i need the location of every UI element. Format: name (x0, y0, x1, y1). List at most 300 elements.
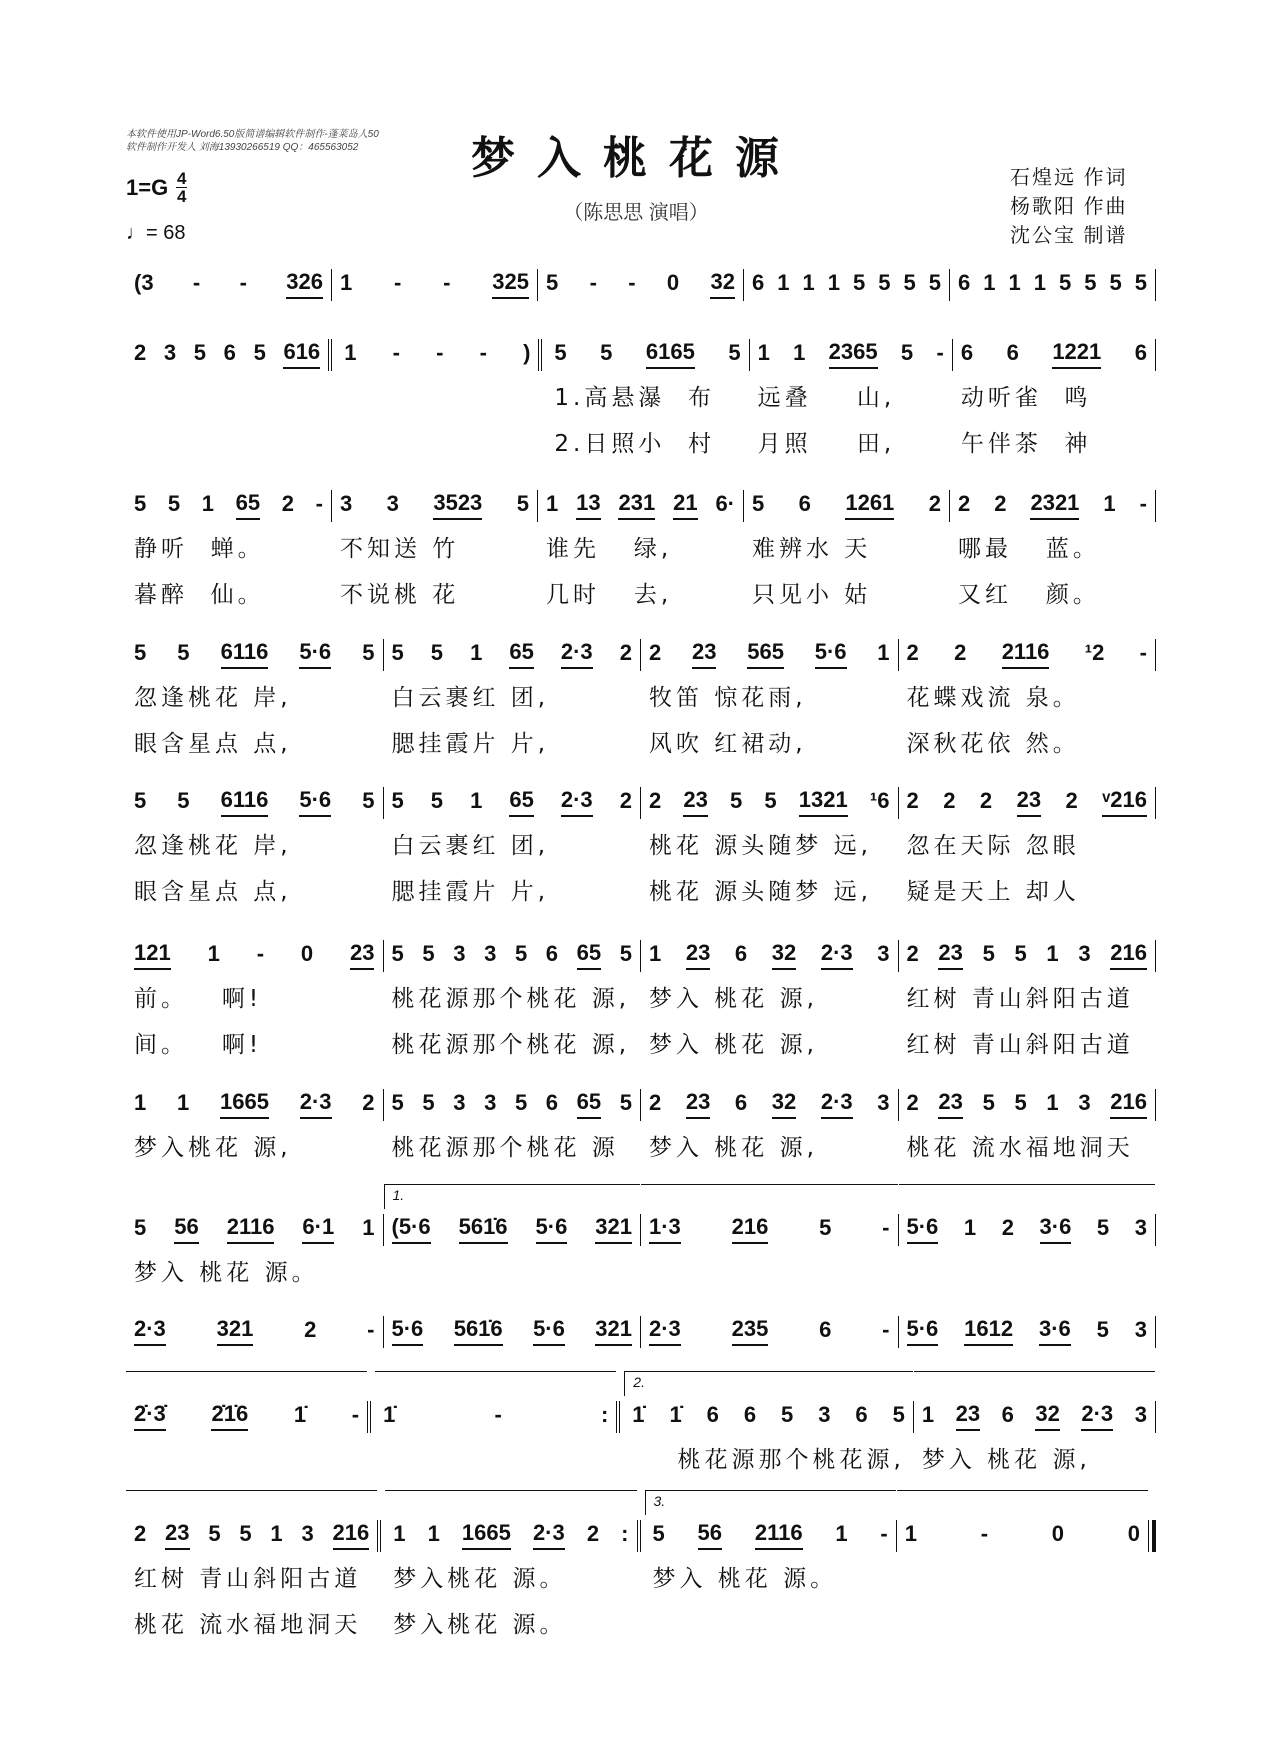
note-group: 3 (484, 1090, 497, 1115)
time-signature (176, 170, 187, 205)
barline (1155, 1401, 1156, 1433)
notes (752, 269, 941, 299)
note-group: 5 (422, 1090, 435, 1115)
notes (392, 1089, 633, 1119)
note-group: 1 (1008, 270, 1021, 295)
note-group: 3 (877, 941, 890, 966)
notes (546, 490, 735, 520)
lyric-verse-1: 梦入 桃花 源, (649, 1135, 818, 1161)
measure (126, 339, 328, 463)
note-group: 6116 (221, 787, 269, 817)
lyric-verse-1: 桃花 流水福地洞天 (906, 1135, 1134, 1161)
note-group: 23 (683, 787, 707, 817)
note-group: 5 (134, 640, 147, 665)
note-group: 5 (167, 491, 181, 516)
note-group: 0 (300, 941, 314, 966)
lyric-verse-1 (134, 1441, 359, 1479)
note-group: 1 (827, 270, 840, 295)
notes (649, 1214, 890, 1244)
note-group: 216 (1110, 940, 1147, 970)
measure (744, 490, 949, 614)
note-group: 0 (1051, 1521, 1065, 1546)
note-group: 5 (239, 1521, 252, 1546)
note-group: 6 (819, 1317, 832, 1342)
volta-label: 1. (392, 1187, 405, 1203)
key-signature (126, 170, 187, 205)
note-group: 2 (958, 491, 971, 516)
note-group: 3 (1134, 1215, 1147, 1240)
performer: （陈思思 演唱） (563, 202, 709, 224)
note-group: 6165 (646, 339, 695, 369)
note-group: 0 (1127, 1521, 1140, 1546)
note-group: 2·3 (1081, 1401, 1113, 1431)
note-group: 5 (764, 788, 777, 813)
volta-bracket (624, 1371, 913, 1396)
note-group: 6 (1134, 340, 1148, 365)
note-group: 321 (217, 1316, 254, 1346)
measure (332, 490, 537, 614)
notes (134, 1316, 375, 1346)
notes (393, 1520, 628, 1550)
lyric-verse-1: 梦入桃花 源, (134, 1135, 292, 1161)
lyric-verse-1: 忽在天际 忽眼 (906, 833, 1080, 859)
note-group: 2·3 (821, 940, 853, 970)
notes (134, 1089, 375, 1119)
note-group: 1 (270, 1521, 283, 1546)
watermark-line: 本软件使用JP-Word6.50版简谱编辑软件制作-蓬莱岛人50 (126, 129, 379, 140)
notes (649, 787, 890, 817)
note-group: 561̇6 (459, 1214, 508, 1244)
note-group: 6·1 (302, 1214, 334, 1244)
note-group: - (882, 1317, 890, 1342)
volta-bracket (899, 1184, 1156, 1209)
staff-row (126, 787, 1156, 911)
watermark-line: 软件制作开发人 刘海13930266519 QQ：465563052 (126, 142, 359, 153)
note-group: 5·6 (536, 1214, 568, 1244)
arranger-credit: 沈公宝 制谱 (1010, 225, 1128, 247)
note-group: - (351, 1402, 360, 1427)
note-group: 5 (134, 1215, 147, 1240)
notes (907, 1316, 1148, 1346)
note-group: 2 (304, 1317, 317, 1342)
barline (1155, 639, 1156, 671)
note-group: 1612 (964, 1316, 1013, 1346)
lyric-verse-1: 桃花源那个桃花 源 (391, 1135, 619, 1161)
note-group: 1 (207, 941, 220, 966)
note-group: 2116 (227, 1214, 275, 1244)
notes (134, 940, 375, 970)
note-group: ) (523, 340, 531, 365)
measure (641, 940, 898, 1064)
note-group: 5 (878, 270, 891, 295)
composer-credit: 杨歌阳 作曲 (1010, 196, 1128, 218)
note-group: 2 (1065, 788, 1078, 813)
barline (1155, 339, 1156, 371)
volta-bracket (914, 1371, 1155, 1396)
note-group: 1 (134, 1090, 147, 1115)
note-group: 1 (1103, 491, 1116, 516)
lyric-verse-1: 白云裹红 团, (391, 833, 550, 859)
lyric-verse-2 (134, 1175, 375, 1213)
note-group: 325 (492, 269, 529, 299)
lyric-verse-1: 动听雀 鸣 (960, 385, 1092, 411)
note-group: 2̇1̇6 (211, 1401, 248, 1431)
lyric-verse-1 (344, 379, 530, 417)
note-group: 5 (619, 941, 632, 966)
note-group: 6 (958, 270, 971, 295)
note-group: 5 (1134, 270, 1147, 295)
lyric-verse-2: 梦入 桃花 源, (649, 1032, 818, 1058)
barline (1155, 1089, 1156, 1121)
notes (392, 940, 633, 970)
note-group: 23 (938, 940, 962, 970)
notes (134, 787, 375, 817)
note-group: 5 (193, 340, 207, 365)
staff-row (126, 639, 1156, 763)
note-group: 23 (686, 940, 710, 970)
note-group: 6 (1006, 340, 1019, 365)
notes (907, 940, 1148, 970)
note-group: 2·3 (649, 1316, 681, 1346)
notes (922, 1401, 1147, 1431)
lyric-verse-2: 桃花 流水福地洞天 (134, 1612, 362, 1638)
measure (126, 1089, 383, 1213)
barline (377, 1520, 385, 1552)
note-group: 65 (509, 787, 533, 817)
note-group: 2 (619, 640, 632, 665)
note-group: ¹2 (1084, 640, 1105, 665)
note-group: 32 (772, 1089, 796, 1119)
note-group: 2 (362, 1090, 375, 1115)
note-group: 2321 (1030, 490, 1079, 520)
note-group: 5 (1059, 270, 1072, 295)
note-group: 5 (982, 941, 995, 966)
note-group: 2 (954, 640, 967, 665)
note-group: 3 (386, 491, 399, 516)
note-group: 32 (1035, 1401, 1059, 1431)
lyric-verse-2: 桃花 源头随梦 远, (649, 879, 872, 905)
notes (344, 339, 530, 369)
note-group: 65 (509, 639, 533, 669)
measure (126, 639, 383, 763)
note-group: - (436, 340, 444, 365)
lyric-verse-1 (907, 1254, 1148, 1292)
note-group: - (394, 270, 402, 295)
note-group: 616 (283, 339, 320, 369)
lyric-verse-2: 腮挂霞片 片, (391, 879, 550, 905)
note-group: 23 (938, 1089, 962, 1119)
note-group: 561̇6 (454, 1316, 503, 1346)
note-group: 6 (545, 1090, 559, 1115)
note-group: 1 (470, 788, 483, 813)
note-group: 5 (546, 270, 559, 295)
note-group: 5 (1096, 1215, 1110, 1240)
note-group: 5 (1084, 270, 1097, 295)
volta-bracket (385, 1490, 636, 1515)
notes (958, 269, 1147, 299)
lyric-verse-2: 间。 啊! (134, 1032, 263, 1058)
notes (383, 1401, 608, 1431)
measure (336, 339, 538, 463)
note-group: - (628, 270, 636, 295)
note-group: 1 (921, 1402, 935, 1427)
note-group: 5·6 (815, 639, 847, 669)
note-group: - (479, 340, 487, 365)
note-group: 6 (734, 1090, 748, 1115)
lyric-verse-1: 红树 青山斜阳古道 (134, 1566, 362, 1592)
note-group: 2·3 (134, 1316, 166, 1346)
note-group: - (882, 1215, 890, 1240)
note-group: 1 (1033, 270, 1046, 295)
note-group: 5 (892, 1402, 905, 1427)
credits (1010, 164, 1128, 251)
note-group: 231 (618, 490, 655, 520)
note-group: 65 (577, 1089, 601, 1119)
note-group: 3 (1134, 1402, 1147, 1427)
measure (126, 787, 383, 911)
note-group: 2 (906, 941, 919, 966)
barline (328, 339, 336, 371)
note-group: 5 (177, 788, 190, 813)
note-group: 1 (546, 491, 559, 516)
lyric-verse-2: 风吹 红裙动, (649, 731, 807, 757)
note-group: 1 (1046, 941, 1059, 966)
note-group: 121 (134, 940, 171, 970)
measure (750, 339, 952, 463)
barline (1148, 1520, 1156, 1552)
note-group: 5 (1096, 1317, 1109, 1342)
lyric-verse-2: 眼含星点 点, (134, 731, 292, 757)
note-group: 5 (900, 340, 914, 365)
note-group: 5·6 (907, 1316, 939, 1346)
note-group: 5 (391, 941, 404, 966)
note-group: 6 (743, 1402, 757, 1427)
note-group: 6 (798, 491, 811, 516)
barline (616, 1401, 624, 1433)
note-group: 5 (134, 788, 147, 813)
note-group: 5 (982, 1090, 995, 1115)
note-group: 1 (362, 1215, 375, 1240)
note-group: 1·3 (649, 1214, 681, 1244)
note-group: 2 (586, 1521, 600, 1546)
note-group: 3 (484, 941, 497, 966)
note-group: 1 (983, 270, 996, 295)
lyric-verse-2: 梦入桃花 源。 (393, 1612, 567, 1638)
notes (961, 339, 1147, 369)
note-group: 1 (963, 1215, 977, 1240)
lyric-verse-1: 桃花源那个桃花 源, (391, 986, 631, 1012)
measure (899, 639, 1156, 763)
note-group: : (600, 1402, 609, 1427)
note-group: 1665 (462, 1520, 511, 1550)
lyric-verse-2: 月照 田, (757, 431, 896, 457)
lyric-verse-1: 梦入 桃花 源。 (652, 1566, 838, 1592)
measure (546, 339, 748, 463)
note-group: 2 (928, 491, 941, 516)
lyric-verse-1: 谁先 绿, (546, 536, 673, 562)
note-group: ¹6 (869, 788, 890, 813)
notes (649, 1089, 890, 1119)
lyric-verse-2 (134, 425, 320, 463)
lyric-verse-1: 不知送 竹 (340, 536, 460, 562)
measure (950, 490, 1155, 614)
volta-label: 3. (653, 1493, 666, 1509)
note-group: 56 (698, 1520, 722, 1550)
note-group: 3 (818, 1402, 831, 1427)
lyric-verse-2: 疑是天上 却人 (906, 879, 1080, 905)
note-group: 3 (453, 941, 466, 966)
lyric-verse-2: 暮醉 仙。 (134, 582, 265, 608)
note-group: 1 (757, 340, 770, 365)
lyric-verse-1: 忽逢桃花 岸, (134, 833, 292, 859)
lyric-verse-2: 不说桃 花 (340, 582, 460, 608)
note-group: 2 (134, 1521, 147, 1546)
note-group: 5 (1109, 270, 1122, 295)
note-group: 5 (391, 1090, 404, 1115)
notes (392, 639, 633, 669)
note-group: 321 (595, 1316, 632, 1346)
note-group: 6 (1001, 1402, 1014, 1427)
note-group: 1 (393, 1521, 406, 1546)
note-group: 2 (906, 788, 919, 813)
note-group: 6 (855, 1402, 868, 1427)
note-group: 5 (1014, 941, 1027, 966)
note-group: 3 (453, 1090, 466, 1115)
note-group: 5 (514, 1090, 528, 1115)
lyric-verse-1: 1.高悬瀑 布 (554, 385, 715, 411)
note-group: 1̇ (293, 1402, 307, 1427)
notes (649, 1316, 890, 1346)
note-group: 1321 (799, 787, 848, 817)
note-group: 1 (835, 1521, 848, 1546)
lyricist-credit: 石煌远 作词 (1010, 167, 1128, 189)
note-group: 3 (163, 340, 177, 365)
note-group: 5 (362, 640, 375, 665)
lyric-verse-1: 哪最 蓝。 (958, 536, 1100, 562)
note-group: 1 (344, 340, 357, 365)
note-group: 216 (732, 1214, 769, 1244)
measure (899, 940, 1156, 1064)
notes (907, 1214, 1148, 1244)
measure (126, 490, 331, 614)
volta-bracket (641, 1184, 898, 1209)
lyric-verse-1: 牧笛 惊花雨, (649, 685, 807, 711)
note-group: 5 (600, 340, 613, 365)
lyric-verse-2: 深秋花依 然。 (906, 731, 1080, 757)
note-group: 2·3 (561, 639, 593, 669)
barline (538, 339, 546, 371)
note-group: 2116 (755, 1520, 803, 1550)
lyric-verse-1 (134, 379, 320, 417)
lyric-verse-2: 午伴茶 神 (960, 431, 1092, 457)
note-group: 2 (979, 788, 993, 813)
note-group: (5·6 (392, 1214, 431, 1244)
note-group: (3 (134, 270, 154, 295)
barline (1155, 1214, 1156, 1246)
notes (554, 339, 740, 369)
lyric-verse-2: 又红 颜。 (958, 582, 1100, 608)
measure (641, 639, 898, 763)
lyric-verse-1: 桃花源那个桃花源, (632, 1447, 905, 1473)
note-group: 3 (301, 1521, 314, 1546)
note-group: 2 (943, 788, 956, 813)
lyric-verse-2: 几时 去, (546, 582, 673, 608)
barline (1155, 940, 1156, 972)
note-group: 1261 (845, 490, 894, 520)
staff-row (126, 339, 1156, 463)
note-group: - (443, 270, 451, 295)
note-group: 216 (1110, 1089, 1147, 1119)
measure (538, 490, 743, 614)
note-group: 2365 (829, 339, 878, 369)
note-group: 565 (747, 639, 784, 669)
note-group: - (589, 270, 597, 295)
note-group: 216 (333, 1520, 370, 1550)
note-group: 23 (350, 940, 374, 970)
barline (1155, 787, 1156, 819)
note-group: 1 (793, 340, 806, 365)
note-group: - (392, 340, 400, 365)
note-group: 321 (595, 1214, 632, 1244)
note-group: 5 (516, 491, 529, 516)
note-group: 1 (802, 270, 815, 295)
note-group: 2̇·3̇ (134, 1401, 166, 1431)
note-group: 5 (728, 340, 741, 365)
notes (340, 490, 529, 520)
notes (905, 1520, 1140, 1550)
note-group: ᵛ216 (1102, 787, 1147, 817)
note-group: 2 (134, 340, 147, 365)
lyric-verse-1: 梦入 桃花 源。 (134, 1260, 319, 1286)
notes (134, 639, 375, 669)
note-group: 5 (619, 1090, 632, 1115)
volta-label: 2. (633, 1374, 645, 1390)
volta-bracket (126, 1490, 377, 1515)
note-group: - (980, 1521, 989, 1546)
measure (126, 1520, 377, 1644)
note-group: 2 (619, 788, 632, 813)
lyric-verse-1: 红树 青山斜阳古道 (906, 986, 1134, 1012)
measure (645, 1493, 896, 1644)
note-group: 3 (1134, 1317, 1147, 1342)
note-group: - (367, 1317, 375, 1342)
measure (899, 787, 1156, 911)
lyric-verse-1: 桃花 源头随梦 远, (649, 833, 872, 859)
note-group: - (494, 1402, 502, 1427)
note-group: - (315, 491, 323, 516)
note-group: 2·3 (300, 1089, 332, 1119)
notes (392, 1316, 633, 1346)
note-group: 1 (649, 941, 662, 966)
barline (1155, 1316, 1156, 1348)
lyric-verse-1 (649, 1254, 890, 1292)
lyric-verse-1: 梦入 桃花 源, (921, 1447, 1091, 1473)
barline (1155, 490, 1156, 522)
notes (392, 787, 633, 817)
staff-row (126, 1493, 1156, 1644)
note-group: 1 (877, 640, 890, 665)
notes (752, 490, 941, 520)
note-group: 5 (819, 1215, 832, 1240)
note-group: 5 (554, 340, 567, 365)
note-group: 5 (853, 270, 866, 295)
note-group: 5 (177, 640, 190, 665)
note-group: 2·3 (821, 1089, 853, 1119)
note-group: - (192, 270, 201, 295)
note-group: 65 (236, 490, 260, 520)
note-group: 5 (928, 270, 941, 295)
note-group: 2116 (1002, 639, 1050, 669)
